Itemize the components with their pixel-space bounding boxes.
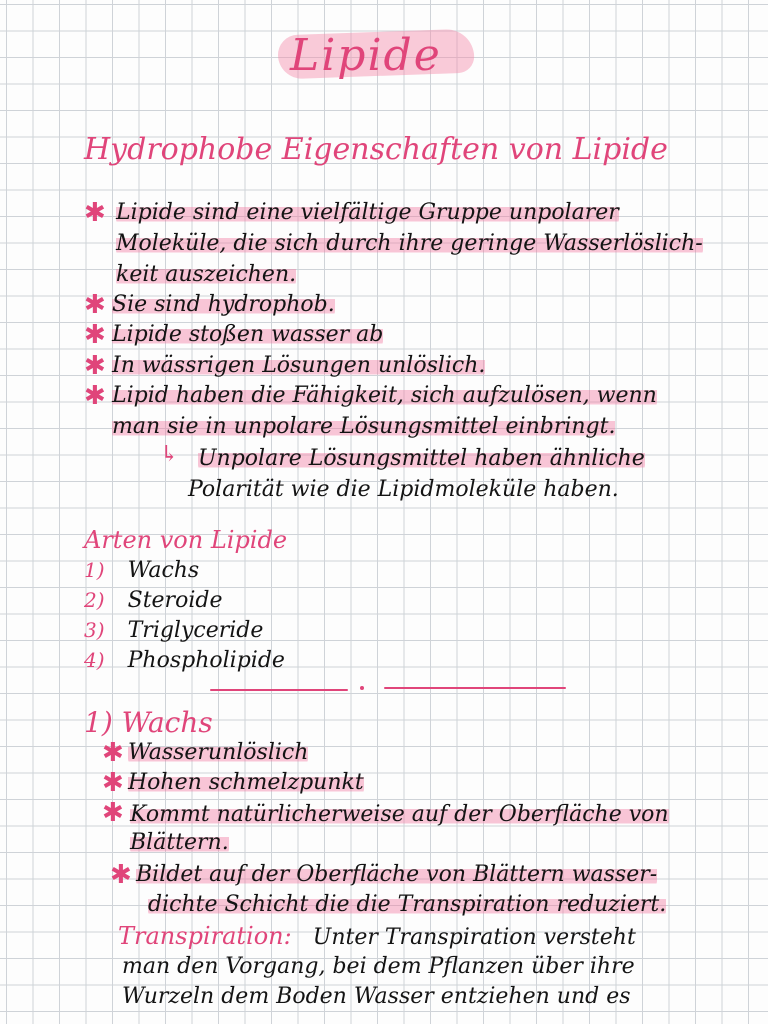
- asterisk-icon: ✱: [102, 768, 124, 798]
- asterisk-icon: ✱: [84, 290, 106, 320]
- property-1-line-2: Moleküle, die sich durch ihre geringe Wasserlöslich-: [116, 231, 703, 256]
- property-3: Lipide stoßen wasser ab: [112, 322, 384, 347]
- asterisk-icon: ✱: [102, 798, 124, 828]
- property-1-line-3: keit auszeichen.: [116, 262, 297, 287]
- asterisk-icon: ✱: [102, 738, 124, 768]
- arrow-right-icon: ↳: [160, 442, 179, 467]
- divider-left: [210, 689, 348, 691]
- wachs-item-2: Hohen schmelzpunkt: [128, 770, 364, 795]
- page-title: Lipide: [290, 30, 442, 81]
- wachs-item-3-line-2: Blättern.: [130, 830, 229, 855]
- property-2: Sie sind hydrophob.: [112, 292, 335, 317]
- transpiration-line-1: [118, 922, 636, 950]
- asterisk-icon: ✱: [110, 860, 132, 890]
- asterisk-icon: ✱: [84, 351, 106, 381]
- transpiration-line-3: Wurzeln dem Boden Wasser entziehen und es: [122, 984, 631, 1009]
- arrow-note-line-1: Unpolare Lösungsmittel haben ähnliche: [198, 446, 645, 471]
- title-block: [272, 18, 482, 86]
- property-4: In wässrigen Lösungen unlöslich.: [112, 353, 486, 378]
- asterisk-icon: ✱: [84, 320, 106, 350]
- arrow-note-line-2: Polarität wie die Lipidmoleküle haben.: [188, 477, 619, 502]
- transpiration-line-2: man den Vorgang, bei dem Pflanzen über ihre: [122, 954, 635, 979]
- wachs-heading: 1) Wachs: [84, 706, 213, 739]
- wachs-item-1: Wasserunlöslich: [128, 740, 309, 765]
- wachs-item-3-line-1: Kommt natürlicherweise auf der Oberfläche von: [130, 802, 669, 827]
- type-item-2: 2) Steroide: [84, 588, 223, 613]
- property-5-line-2: man sie in unpolare Lösungsmittel einbringt.: [112, 414, 616, 439]
- property-1-line-1: Lipide sind eine vielfältige Gruppe unpolarer: [116, 200, 619, 225]
- divider-right: [384, 687, 566, 689]
- type-item-1: 1) Wachs: [84, 558, 200, 583]
- transpiration-definition: Unter Transpiration versteht: [312, 925, 636, 950]
- asterisk-icon: ✱: [84, 198, 106, 228]
- wachs-item-4-line-2: dichte Schicht die die Transpiration reduziert.: [148, 892, 667, 917]
- wachs-item-4-line-1: Bildet auf der Oberfläche von Blättern wasser-: [136, 862, 658, 887]
- asterisk-icon: ✱: [84, 381, 106, 411]
- types-heading: Arten von Lipide: [84, 526, 288, 554]
- transpiration-term: Transpiration:: [118, 922, 292, 950]
- type-item-3: 3) Triglyceride: [84, 618, 264, 643]
- section-heading: Hydrophobe Eigenschaften von Lipide: [84, 132, 668, 167]
- property-5-line-1: Lipid haben die Fähigkeit, sich aufzulösen, wenn: [112, 383, 657, 408]
- divider-dot: [360, 686, 364, 690]
- type-item-4: 4) Phospholipide: [84, 648, 285, 673]
